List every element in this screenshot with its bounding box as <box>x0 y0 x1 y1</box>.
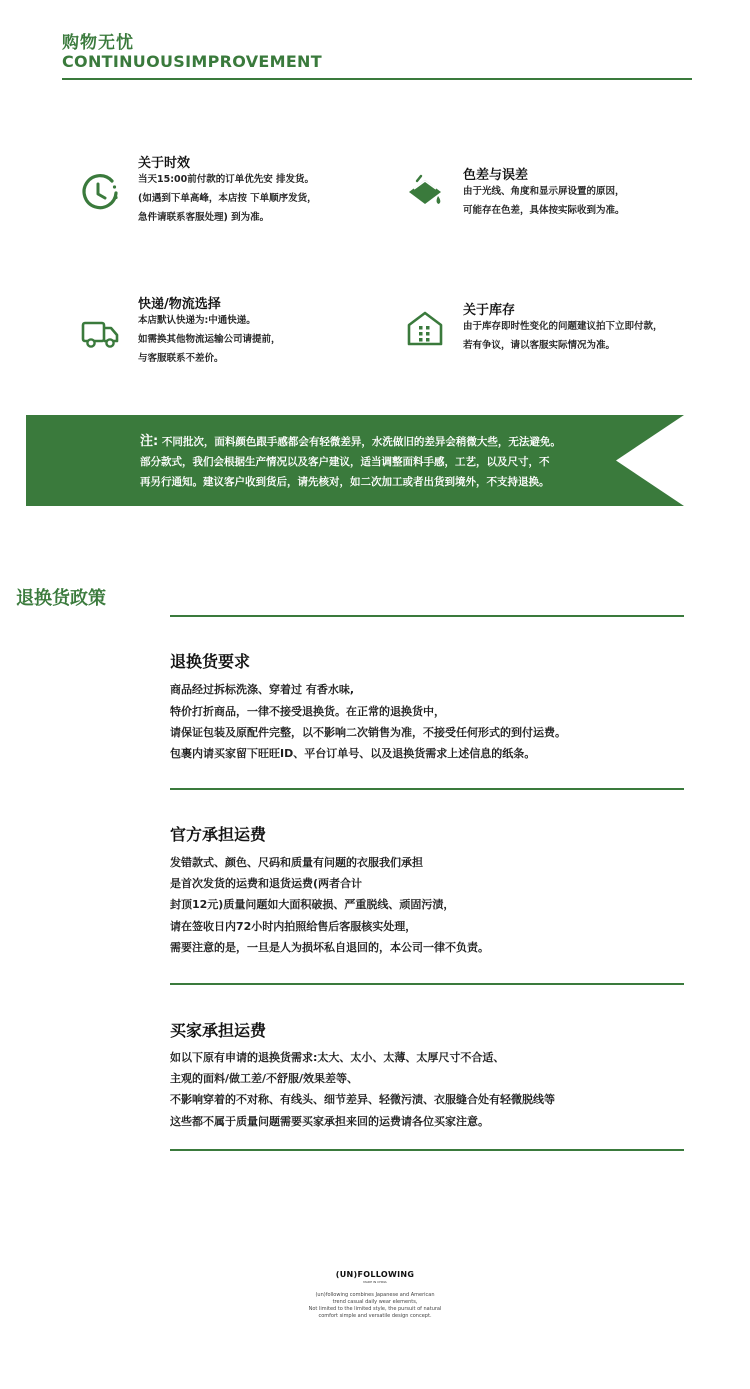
notice-line: 不同批次，面料颜色跟手感都会有轻微差异，水洗做旧的差异会稍微大些，无法避免。 <box>158 436 561 448</box>
section-divider <box>170 983 684 985</box>
section-divider <box>170 615 684 617</box>
feature-line: 本店默认快递为:中通快递。 <box>138 315 256 326</box>
section-line: 这些都不属于质量问题需要买家承担来回的运费请各位买家注意。 <box>170 1115 489 1128</box>
color-bucket-icon <box>405 172 445 212</box>
section-line: 封顶12元)质量问题如大面积破损、严重脱线、顽固污渍， <box>170 898 455 911</box>
feature-line: (如遇到下单高峰，本店按 下单顺序发货， <box>138 193 317 204</box>
section-line: 请保证包装及原配件完整，以不影响二次销售为准，不接受任何形式的到付运费。 <box>170 726 566 739</box>
policy-title: 退换货政策 <box>16 588 106 609</box>
notice-text <box>140 432 620 492</box>
section-line: 包裹内请买家留下旺旺ID、平台订单号、以及退换货需求上述信息的纸条。 <box>170 747 536 760</box>
section-line: 主观的面料/做工差/不舒服/效果差等、 <box>170 1072 359 1085</box>
truck-icon <box>80 313 120 353</box>
feature-title-stock: 关于库存 <box>463 303 516 318</box>
section-line: 发错款式、颜色、尺码和质量有问题的衣服我们承担 <box>170 856 423 869</box>
brand-tagline: comfort simple and versatile design concept. <box>318 1313 432 1319</box>
section-line: 不影响穿着的不对称、有线头、细节差异、轻微污渍、衣服缝合处有轻微脱线等 <box>170 1093 555 1106</box>
feature-line: 由于库存即时性变化的问题建议拍下立即付款， <box>463 321 663 332</box>
feature-line: 若有争议，请以客服实际情况为准。 <box>463 340 616 351</box>
section-line: 如以下原有申请的退换货需求:太大、太小、太薄、太厚尺寸不合适、 <box>170 1051 505 1064</box>
section-divider <box>170 1149 684 1151</box>
section-line: 商品经过拆标洗涤、穿着过 有香水味, <box>170 683 355 696</box>
notice-label: 注: <box>140 434 159 449</box>
feature-line: 急件请联系客服处理) 到为准。 <box>138 212 270 223</box>
notice-line: 部分款式，我们会根据生产情况以及客户建议，适当调整面料手感，工艺，以及尺寸，不 <box>140 456 550 468</box>
page-title-cn: 购物无忧 <box>62 33 134 53</box>
section-line: 是首次发货的运费和退货运费(两者合计 <box>170 877 363 890</box>
feature-title-delivery: 快递/物流选择 <box>138 297 221 312</box>
feature-line: 如需换其他物流运输公司请提前， <box>138 334 281 345</box>
brand-subline: MADE IN CHINA <box>363 1280 387 1284</box>
feature-title-color: 色差与误差 <box>463 168 529 183</box>
feature-line: 由于光线、角度和显示屏设置的原因， <box>463 186 625 197</box>
brand-tagline: Not limited to the limited style, the pursuit of natural <box>308 1306 442 1312</box>
notice-line: 再另行通知。建议客户收到货后，请先核对，如二次加工或者出货到境外，不支持退换。 <box>140 476 550 488</box>
section-title-requirements: 退换货要求 <box>170 652 251 671</box>
feature-title-time: 关于时效 <box>138 156 191 171</box>
section-line: 需要注意的是，一旦是人为损坏私自退回的，本公司一律不负责。 <box>170 941 489 954</box>
clock-icon <box>80 173 120 213</box>
section-divider <box>170 788 684 790</box>
section-line: 特价打折商品，一律不接受退换货。在正常的退换货中， <box>170 705 445 718</box>
section-title-buyer-shipping: 买家承担运费 <box>170 1021 267 1040</box>
feature-line: 与客服联系不差价。 <box>138 353 224 364</box>
feature-line: 当天15:00前付款的订单优先安 排发货。 <box>138 174 315 185</box>
brand-tagline: (un)following combines Japanese and American <box>315 1292 435 1298</box>
section-title-official-shipping: 官方承担运费 <box>170 825 267 844</box>
brand-name: (UN)FOLLOWING <box>335 1270 415 1279</box>
warehouse-icon <box>405 308 445 348</box>
brand-tagline: trend casual daily wear elements, <box>332 1299 418 1305</box>
section-line: 请在签收日内72小时内拍照给售后客服核实处理， <box>170 920 417 933</box>
page-title-en: CONTINUOUSIMPROVEMENT <box>62 52 322 71</box>
feature-line: 可能存在色差，具体按实际收到为准。 <box>463 205 625 216</box>
brand-logo <box>300 1270 450 1320</box>
header-divider <box>62 78 692 80</box>
